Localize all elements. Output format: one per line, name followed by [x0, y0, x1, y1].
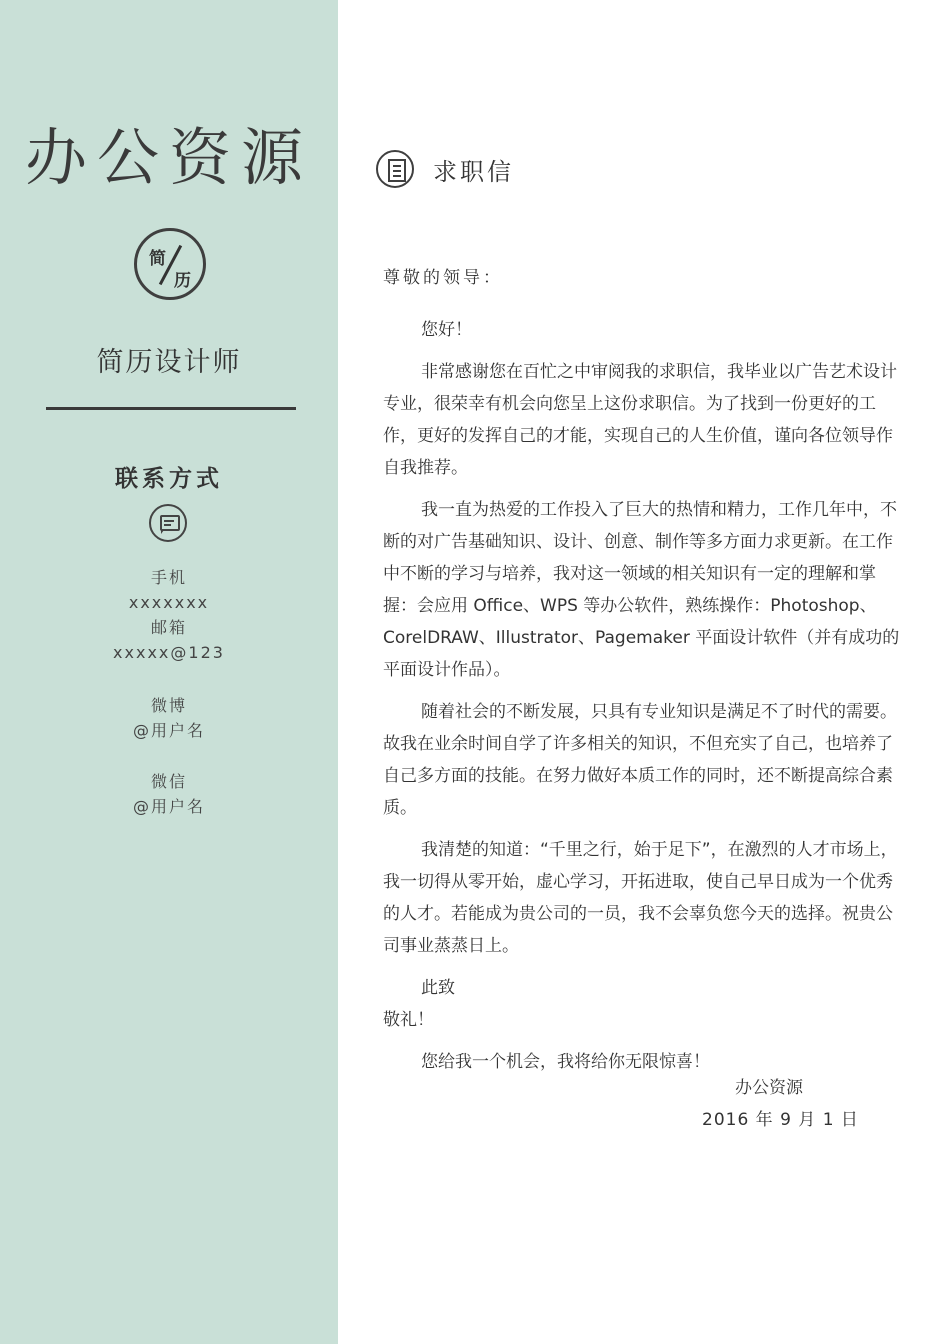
closing-1: 此致 [421, 978, 455, 998]
wechat-label: 微信 [150, 772, 187, 791]
paragraph: 随着社会的不断发展，只具有专业知识是满足不了时代的需要。故我在业余时间自学了许多相关的知识，不但充实了自己，也培养了自己多方面的技能。在努力做好本质工作的同时，还不断提高综合素质。 [383, 702, 897, 818]
logo-char-bottom: 历 [174, 271, 191, 291]
letter-date: 2016 年 9 月 1 日 [702, 1110, 859, 1130]
salutation: 尊敬的领导： [383, 268, 503, 288]
wechat-value: @用户名 [132, 797, 205, 816]
logo-char-top: 简 [149, 249, 166, 269]
closing-3: 您给我一个机会，我将给你无限惊喜！ [421, 1052, 710, 1072]
weibo-value: @用户名 [132, 721, 205, 740]
paragraph: 我一直为热爱的工作投入了巨大的热情和精力，工作几年中，不断的对广告基础知识、设计、创意、制作等多方面力求更新。在工作中不断的学习与培养，我对这一领域的相关知识有一定的理解和掌握：会应用 Office、WPS 等办公软件，熟练操作：Photoshop、CorelDRAW、Illustrator、Pagemaker 平面设计软件（并有成功的平面设计作品）。 [383, 500, 900, 680]
divider [46, 407, 296, 410]
message-icon [149, 504, 187, 542]
job-role: 简历设计师 [96, 347, 242, 378]
closing-2: 敬礼！ [383, 1010, 434, 1030]
phone-value: xxxxxxx [128, 593, 210, 612]
weibo-label: 微博 [150, 696, 187, 715]
applicant-name: 办公资源 [24, 121, 313, 194]
signer: 办公资源 [735, 1078, 803, 1098]
sidebar [0, 0, 338, 1344]
paragraph: 非常感谢您在百忙之中审阅我的求职信，我毕业以广告艺术设计专业，很荣幸有机会向您呈上这份求职信。为了找到一份更好的工作，更好的发挥自己的才能，实现自己的人生价值，谨向各位领导作自我推荐。 [383, 362, 897, 478]
email-label: 邮箱 [150, 618, 187, 637]
letter-body [383, 262, 905, 1088]
letter-title: 求职信 [433, 158, 514, 186]
phone-label: 手机 [150, 568, 187, 587]
document-icon [376, 150, 414, 188]
contact-heading: 联系方式 [115, 466, 223, 492]
resume-logo-icon [134, 228, 206, 300]
greeting: 您好！ [421, 320, 472, 340]
email-value: xxxxx@123 [113, 643, 225, 662]
paragraph: 我清楚的知道：“千里之行，始于足下”，在激烈的人才市场上，我一切得从零开始，虚心学习，开拓进取，使自己早日成为一个优秀的人才。若能成为贵公司的一员，我不会辜负您今天的选择。祝贵公司事业蒸蒸日上。 [383, 840, 898, 956]
